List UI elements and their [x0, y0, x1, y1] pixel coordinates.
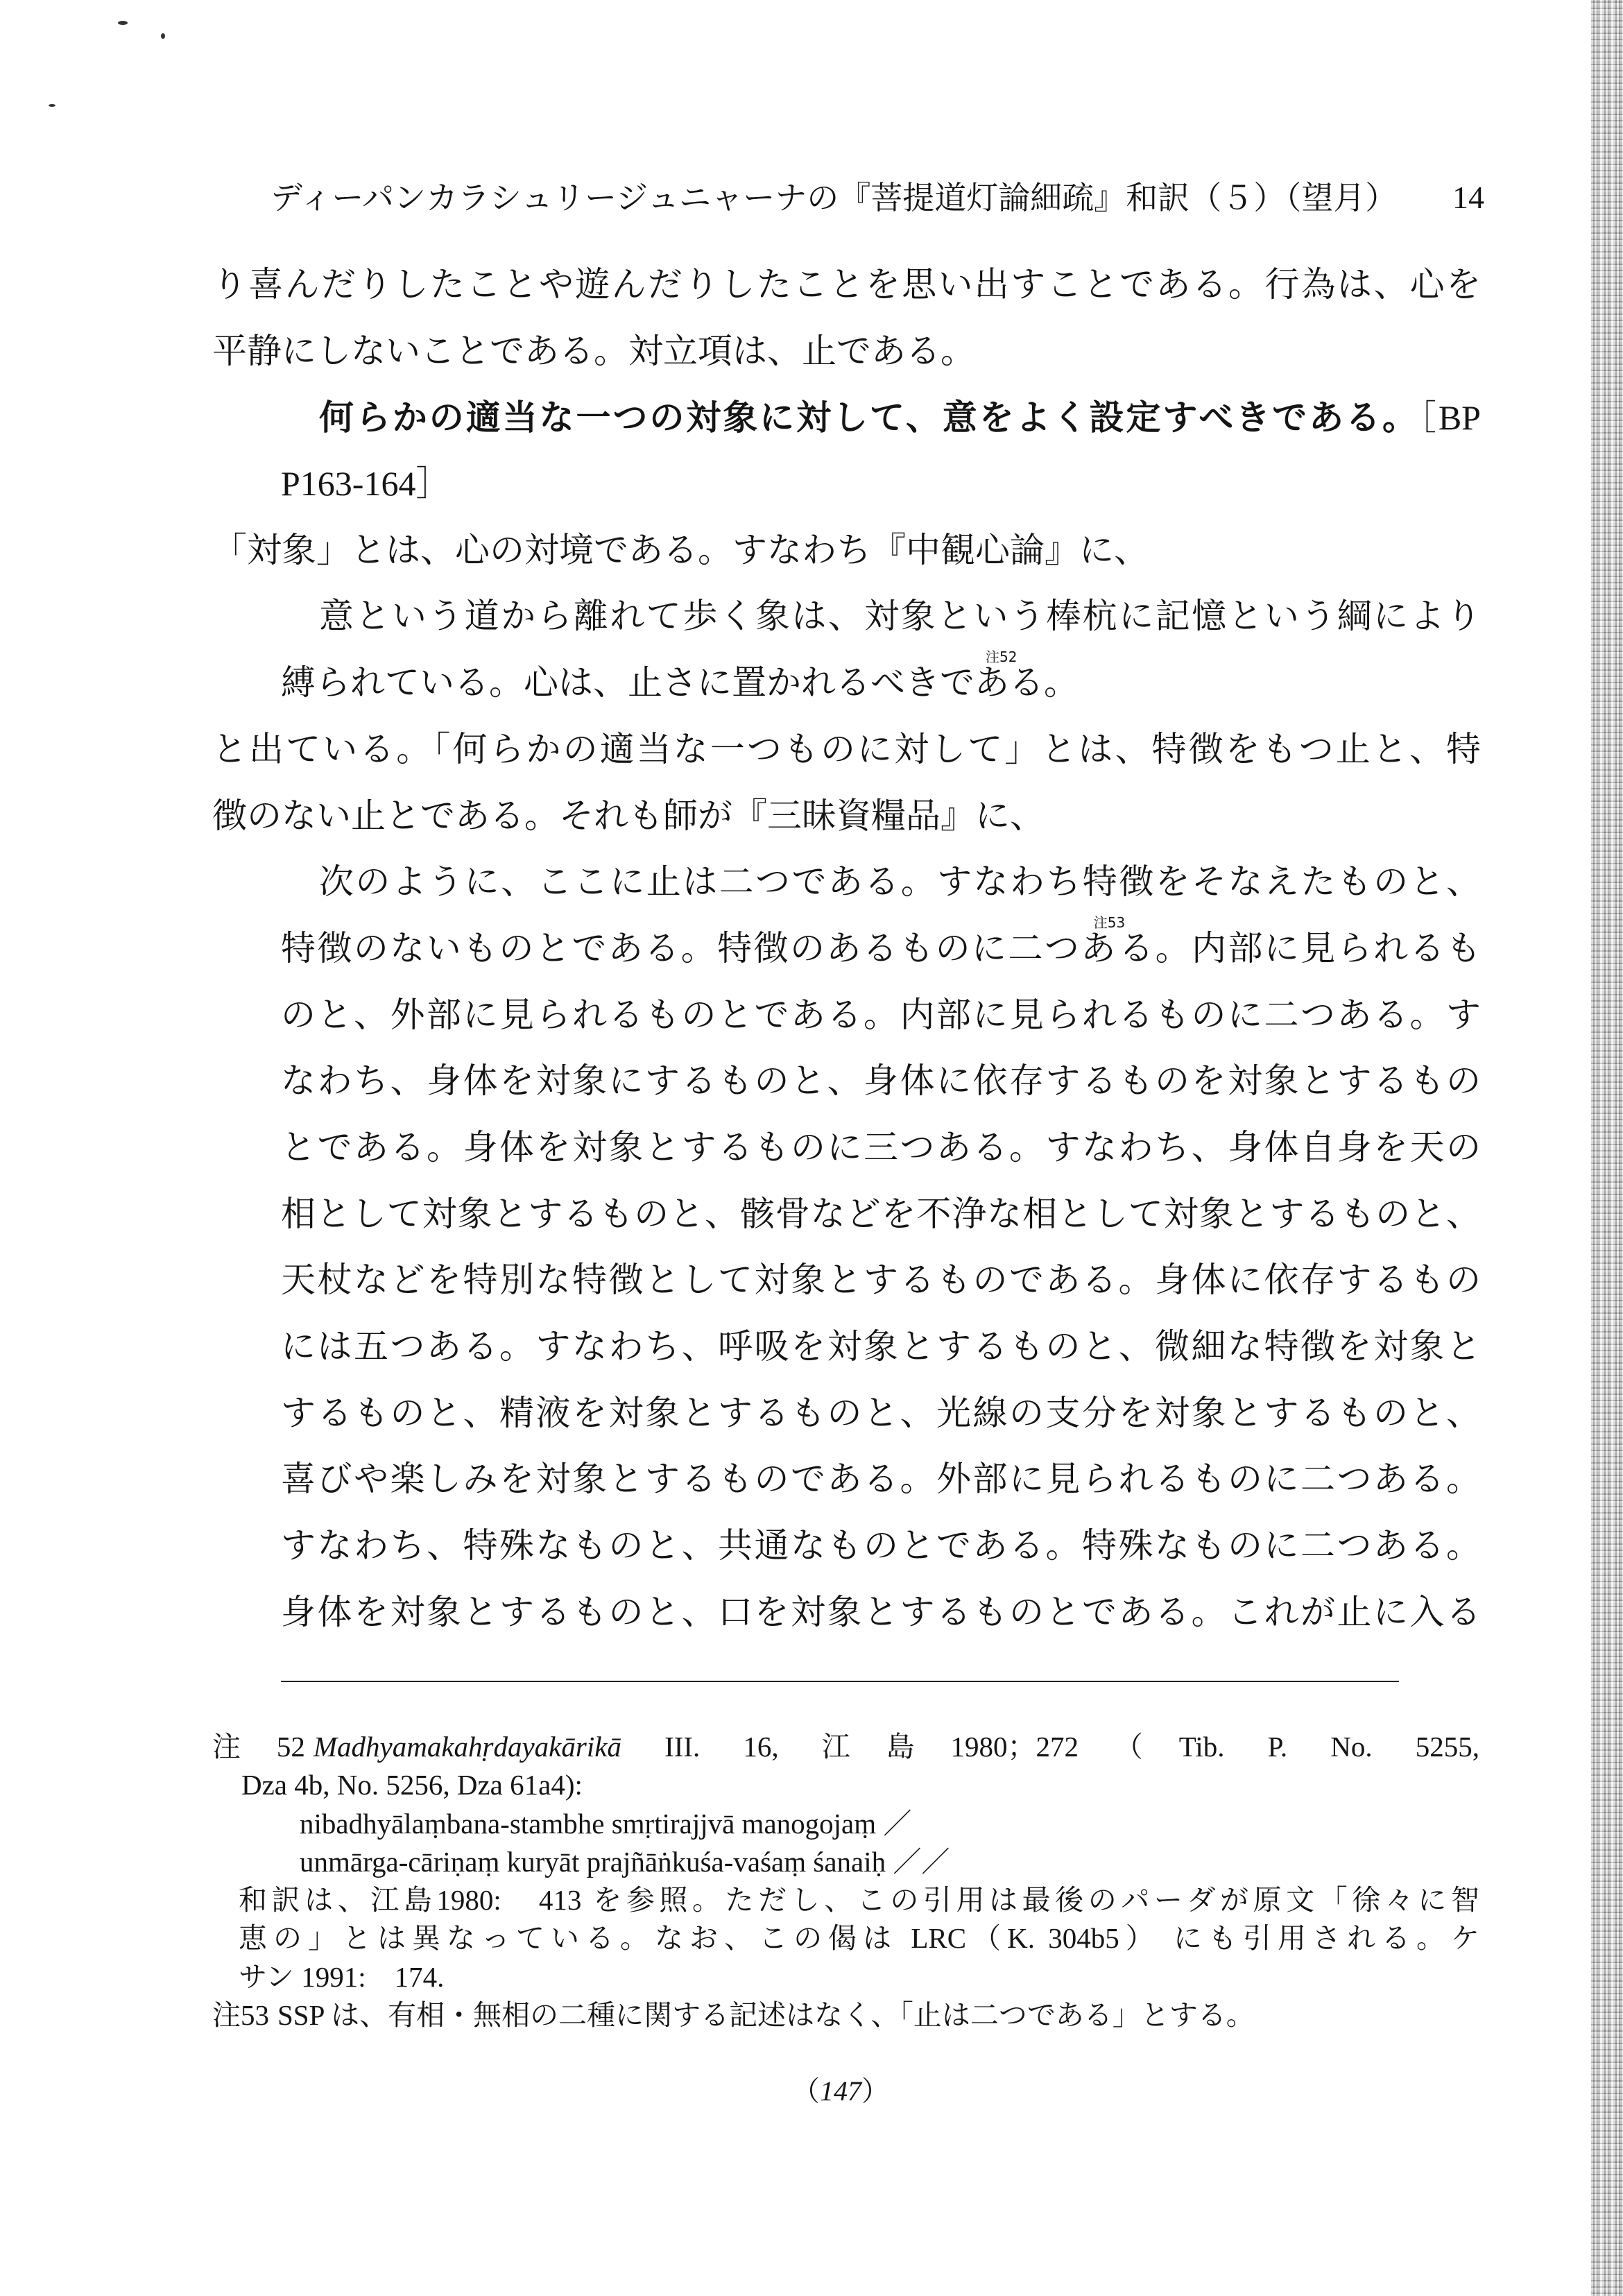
footnotes — [212, 1728, 1479, 2034]
footnote-52-line — [212, 1728, 1479, 1766]
footnote-ref-label: 注53 — [1093, 914, 1126, 931]
scan-speck — [161, 33, 165, 39]
page-number-value: 147 — [820, 2075, 861, 2107]
scan-speck — [49, 104, 55, 107]
text-line: 徴のない止とである。それも師が『三昧資糧品』に、 — [212, 795, 1045, 836]
quote-line: 喜びや楽しみを対象とするものである。外部に見られるものに二つある。 — [281, 1459, 1481, 1500]
scan-edge — [1591, 0, 1623, 2296]
quote-line — [281, 916, 1481, 982]
sanskrit-verse-line: nibadhyālaṃbana-stambhe smṛtirajjvā manogojaṃ ／ — [300, 1807, 912, 1840]
quote-text: る。内部に見られるも — [1117, 927, 1482, 968]
footnote-label: 注53 — [212, 1999, 269, 2032]
running-title: ディーパンカラシュリージュニャーナの『菩提道灯論細疏』和訳（５）（望月） — [270, 179, 1398, 216]
quote-line: とである。身体を対象とするものに三つある。すなわち、身体自身を天の — [281, 1126, 1481, 1167]
quote-line: には五つある。すなわち、呼吸を対象とするものと、微細な特徴を対象と — [281, 1326, 1481, 1367]
scan-speck — [118, 21, 128, 25]
quote-line: のと、外部に見られるものとである。内部に見られるものに二つある。す — [281, 994, 1481, 1035]
page-number — [737, 2073, 945, 2110]
footnote-rule — [281, 1681, 1399, 1682]
footnote-52-line: サン 1991: 174. — [239, 1960, 445, 1993]
quote-text: 特徴のないものとである。特徴のあるものに二つあ — [281, 927, 1117, 968]
root-verse-ref: ［BP — [1418, 398, 1481, 438]
quote-line: なわち、身体を対象にするものと、身体に依存するものを対象とするもの — [281, 1061, 1481, 1102]
header-page-number: 14 — [1452, 180, 1484, 215]
main-text — [212, 252, 1481, 1645]
quote-text: 縛られている。心は、止さに置かれるべきであ — [281, 662, 1009, 703]
root-verse-line — [319, 384, 1481, 451]
quote-line: 相として対象とするものと、骸骨などを不浄な相として対象とするものと、 — [281, 1193, 1481, 1234]
footnote-text: SSP は、有相・無相の二種に関する記述はなく、「止は二つである」とする。 — [277, 1999, 1255, 2032]
quote-line: 次のように、ここに止は二つである。すなわち特徴をそなえたものと、 — [319, 862, 1481, 902]
text-line: り喜んだりしたことや遊んだりしたことを思い出すことである。行為は、心を — [212, 264, 1481, 305]
work-title: Madhyamakahṛdayakārikā — [313, 1731, 621, 1763]
root-verse-ref-line: P163-164］ — [281, 464, 451, 504]
sanskrit-verse-line: unmārga-cāriṇaṃ kuryāt prajñāṅkuśa-vaśaṃ śanaiḥ ／／ — [300, 1845, 950, 1878]
footnote-text: III. 16, 江島1980；272（Tib. P. No. 5255, — [664, 1731, 1479, 1763]
footnote-52-line: 和訳は、江島1980: 413 を参照。ただし、この引用は最後のパーダが原文「徐々に智 — [239, 1884, 1479, 1917]
footnote-52-line: 恵の」とは異なっている。なお、この偈は LRC（K. 304b5） にも引用される。ケ — [239, 1922, 1479, 1955]
quote-line: するものと、精液を対象とするものと、光線の支分を対象とするものと、 — [281, 1392, 1481, 1433]
text-line: と出ている。「何らかの適当な一つものに対して」とは、特徴をもつ止と、特 — [212, 728, 1481, 769]
quote-line — [281, 650, 1481, 717]
quote-text: る。 — [1009, 662, 1079, 703]
quote-line: 身体を対象とするものと、口を対象とするものとである。これが止に入る — [281, 1591, 1481, 1632]
quote-line: 天杖などを特別な特徴として対象とするものである。身体に依存するもの — [281, 1260, 1481, 1301]
text-line: 平静にしないことである。対立項は、止である。 — [212, 330, 975, 371]
footnote-53-line — [212, 1996, 1479, 2034]
footnote-ref-label: 注52 — [986, 649, 1017, 666]
running-header — [270, 175, 1484, 221]
quote-line: 意という道から離れて歩く象は、対象という棒杭に記憶という綱により — [319, 596, 1481, 637]
page-number-close: ） — [861, 2075, 889, 2107]
quote-line: すなわち、特殊なものと、共通なものとである。特殊なものに二つある。 — [281, 1525, 1481, 1566]
text-line: 「対象」とは、心の対境である。すなわち『中観心論』に、 — [212, 529, 1149, 570]
footnote-52-line: Dza 4b, No. 5256, Dza 61a4): — [241, 1769, 583, 1801]
footnote-label: 注52 — [212, 1731, 305, 1763]
root-verse-text: 何らかの適当な一つの対象に対して、意をよく設定すべきである。 — [319, 397, 1419, 438]
page-number-open: （ — [792, 2075, 820, 2107]
